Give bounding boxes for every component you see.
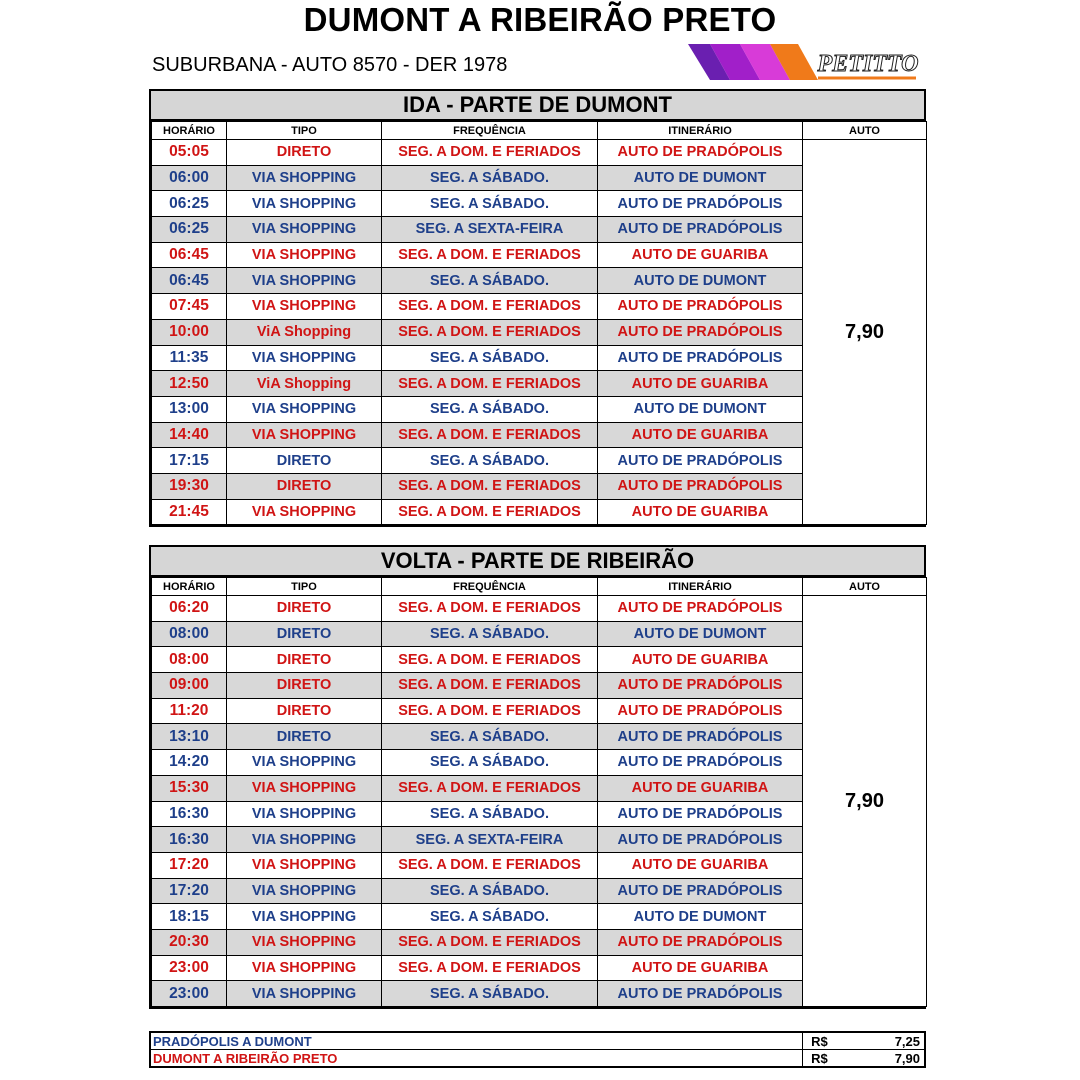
tipo-cell: VIA SHOPPING	[227, 981, 382, 1007]
tipo-cell: DIRETO	[227, 596, 382, 622]
col-frequencia: FREQUÊNCIA	[382, 122, 598, 140]
horario-cell: 12:50	[152, 371, 227, 397]
tipo-cell: ViA Shopping	[227, 371, 382, 397]
itinerario-cell: AUTO DE PRADÓPOLIS	[598, 294, 803, 320]
ida-schedule	[149, 89, 926, 527]
frequencia-cell: SEG. A SÁBADO.	[382, 165, 598, 191]
horario-cell: 07:45	[152, 294, 227, 320]
ida-table	[151, 121, 927, 525]
schedule-row	[152, 596, 927, 622]
itinerario-cell: AUTO DE DUMONT	[598, 904, 803, 930]
frequencia-cell: SEG. A SÁBADO.	[382, 750, 598, 776]
tipo-cell: VIA SHOPPING	[227, 165, 382, 191]
tipo-cell: ViA Shopping	[227, 319, 382, 345]
frequencia-cell: SEG. A SÁBADO.	[382, 801, 598, 827]
frequencia-cell: SEG. A SÁBADO.	[382, 878, 598, 904]
itinerario-cell: AUTO DE DUMONT	[598, 165, 803, 191]
col-itinerario: ITINERÁRIO	[598, 578, 803, 596]
fare-value: 7,90	[863, 1050, 925, 1068]
horario-cell: 06:45	[152, 268, 227, 294]
frequencia-cell: SEG. A SÁBADO.	[382, 191, 598, 217]
horario-cell: 19:30	[152, 473, 227, 499]
frequencia-cell: SEG. A DOM. E FERIADOS	[382, 775, 598, 801]
itinerario-cell: AUTO DE PRADÓPOLIS	[598, 929, 803, 955]
frequencia-cell: SEG. A DOM. E FERIADOS	[382, 673, 598, 699]
col-frequencia: FREQUÊNCIA	[382, 578, 598, 596]
horario-cell: 16:30	[152, 827, 227, 853]
itinerario-cell: AUTO DE PRADÓPOLIS	[598, 981, 803, 1007]
horario-cell: 17:20	[152, 852, 227, 878]
frequencia-cell: SEG. A DOM. E FERIADOS	[382, 647, 598, 673]
fare-currency: R$	[803, 1050, 863, 1068]
tipo-cell: VIA SHOPPING	[227, 499, 382, 525]
itinerario-cell: AUTO DE GUARIBA	[598, 955, 803, 981]
horario-cell: 17:15	[152, 448, 227, 474]
fare-row	[150, 1032, 925, 1050]
horario-cell: 17:20	[152, 878, 227, 904]
tipo-cell: DIRETO	[227, 473, 382, 499]
itinerario-cell: AUTO DE PRADÓPOLIS	[598, 596, 803, 622]
frequencia-cell: SEG. A SEXTA-FEIRA	[382, 217, 598, 243]
itinerario-cell: AUTO DE DUMONT	[598, 396, 803, 422]
itinerario-cell: AUTO DE PRADÓPOLIS	[598, 473, 803, 499]
fare-row	[150, 1050, 925, 1068]
horario-cell: 13:00	[152, 396, 227, 422]
itinerario-cell: AUTO DE GUARIBA	[598, 852, 803, 878]
tipo-cell: VIA SHOPPING	[227, 904, 382, 930]
horario-cell: 15:30	[152, 775, 227, 801]
tipo-cell: VIA SHOPPING	[227, 191, 382, 217]
tipo-cell: DIRETO	[227, 621, 382, 647]
tipo-cell: VIA SHOPPING	[227, 955, 382, 981]
page-title: DUMONT A RIBEIRÃO PRETO	[303, 1, 777, 38]
tipo-cell: VIA SHOPPING	[227, 268, 382, 294]
tipo-cell: VIA SHOPPING	[227, 750, 382, 776]
tipo-cell: VIA SHOPPING	[227, 827, 382, 853]
frequencia-cell: SEG. A DOM. E FERIADOS	[382, 596, 598, 622]
fare-value: 7,25	[894, 1033, 920, 1049]
logo-text: PETITTO	[817, 51, 919, 77]
frequencia-cell: SEG. A SÁBADO.	[382, 448, 598, 474]
col-horario: HORÁRIO	[152, 122, 227, 140]
frequencia-cell: SEG. A DOM. E FERIADOS	[382, 140, 598, 166]
frequencia-cell: SEG. A DOM. E FERIADOS	[382, 242, 598, 268]
frequencia-cell: SEG. A DOM. E FERIADOS	[382, 473, 598, 499]
frequencia-cell: SEG. A SÁBADO.	[382, 345, 598, 371]
horario-cell: 05:05	[152, 140, 227, 166]
col-auto: AUTO	[803, 578, 927, 596]
itinerario-cell: AUTO DE PRADÓPOLIS	[598, 140, 803, 166]
fare-route: PRADÓPOLIS A DUMONT	[153, 1033, 312, 1049]
tipo-cell: VIA SHOPPING	[227, 345, 382, 371]
horario-cell: 08:00	[152, 621, 227, 647]
frequencia-cell: SEG. A DOM. E FERIADOS	[382, 499, 598, 525]
horario-cell: 13:10	[152, 724, 227, 750]
col-horario: HORÁRIO	[152, 578, 227, 596]
tipo-cell: DIRETO	[227, 724, 382, 750]
tipo-cell: VIA SHOPPING	[227, 801, 382, 827]
frequencia-cell: SEG. A SÁBADO.	[382, 724, 598, 750]
horario-cell: 21:45	[152, 499, 227, 525]
horario-cell: 18:15	[152, 904, 227, 930]
horario-cell: 10:00	[152, 319, 227, 345]
horario-cell: 23:00	[152, 955, 227, 981]
col-tipo: TIPO	[227, 578, 382, 596]
petitto-logo	[688, 44, 920, 82]
itinerario-cell: AUTO DE DUMONT	[598, 621, 803, 647]
horario-cell: 08:00	[152, 647, 227, 673]
horario-cell: 14:40	[152, 422, 227, 448]
itinerario-cell: AUTO DE PRADÓPOLIS	[598, 801, 803, 827]
frequencia-cell: SEG. A SÁBADO.	[382, 396, 598, 422]
tipo-cell: DIRETO	[227, 673, 382, 699]
fare-table	[149, 1031, 926, 1068]
itinerario-cell: AUTO DE GUARIBA	[598, 422, 803, 448]
frequencia-cell: SEG. A DOM. E FERIADOS	[382, 422, 598, 448]
tipo-cell: VIA SHOPPING	[227, 775, 382, 801]
itinerario-cell: AUTO DE PRADÓPOLIS	[598, 448, 803, 474]
tipo-cell: VIA SHOPPING	[227, 852, 382, 878]
itinerario-cell: AUTO DE PRADÓPOLIS	[598, 673, 803, 699]
horario-cell: 23:00	[152, 981, 227, 1007]
frequencia-cell: SEG. A DOM. E FERIADOS	[382, 698, 598, 724]
itinerario-cell: AUTO DE PRADÓPOLIS	[598, 750, 803, 776]
itinerario-cell: AUTO DE GUARIBA	[598, 775, 803, 801]
horario-cell: 06:45	[152, 242, 227, 268]
horario-cell: 14:20	[152, 750, 227, 776]
tipo-cell: VIA SHOPPING	[227, 217, 382, 243]
tipo-cell: VIA SHOPPING	[227, 294, 382, 320]
col-auto: AUTO	[803, 122, 927, 140]
volta-title: VOLTA - PARTE DE RIBEIRÃO	[151, 547, 924, 577]
itinerario-cell: AUTO DE DUMONT	[598, 268, 803, 294]
itinerario-cell: AUTO DE PRADÓPOLIS	[598, 319, 803, 345]
tipo-cell: DIRETO	[227, 698, 382, 724]
itinerario-cell: AUTO DE PRADÓPOLIS	[598, 878, 803, 904]
frequencia-cell: SEG. A SEXTA-FEIRA	[382, 827, 598, 853]
frequencia-cell: SEG. A DOM. E FERIADOS	[382, 955, 598, 981]
horario-cell: 20:30	[152, 929, 227, 955]
fare-route: DUMONT A RIBEIRÃO PRETO	[150, 1050, 803, 1068]
horario-cell: 11:35	[152, 345, 227, 371]
ida-title: IDA - PARTE DE DUMONT	[151, 91, 924, 121]
frequencia-cell: SEG. A SÁBADO.	[382, 904, 598, 930]
tipo-cell: DIRETO	[227, 140, 382, 166]
volta-header-row	[152, 578, 927, 596]
tipo-cell: VIA SHOPPING	[227, 242, 382, 268]
itinerario-cell: AUTO DE PRADÓPOLIS	[598, 827, 803, 853]
frequencia-cell: SEG. A DOM. E FERIADOS	[382, 371, 598, 397]
horario-cell: 06:20	[152, 596, 227, 622]
itinerario-cell: AUTO DE GUARIBA	[598, 647, 803, 673]
itinerario-cell: AUTO DE GUARIBA	[598, 242, 803, 268]
frequencia-cell: SEG. A SÁBADO.	[382, 981, 598, 1007]
schedule-row	[152, 140, 927, 166]
horario-cell: 11:20	[152, 698, 227, 724]
frequencia-cell: SEG. A SÁBADO.	[382, 268, 598, 294]
itinerario-cell: AUTO DE PRADÓPOLIS	[598, 724, 803, 750]
col-itinerario: ITINERÁRIO	[598, 122, 803, 140]
tipo-cell: DIRETO	[227, 448, 382, 474]
horario-cell: 06:00	[152, 165, 227, 191]
frequencia-cell: SEG. A DOM. E FERIADOS	[382, 929, 598, 955]
fare-currency: R$	[803, 1032, 863, 1050]
tipo-cell: DIRETO	[227, 647, 382, 673]
horario-cell: 06:25	[152, 191, 227, 217]
volta-table	[151, 577, 927, 1007]
frequencia-cell: SEG. A DOM. E FERIADOS	[382, 294, 598, 320]
tipo-cell: VIA SHOPPING	[227, 878, 382, 904]
col-tipo: TIPO	[227, 122, 382, 140]
horario-cell: 16:30	[152, 801, 227, 827]
fare-cell: 7,90	[803, 140, 927, 525]
itinerario-cell: AUTO DE PRADÓPOLIS	[598, 217, 803, 243]
frequencia-cell: SEG. A SÁBADO.	[382, 621, 598, 647]
line-subtitle: SUBURBANA - AUTO 8570 - DER 1978	[152, 54, 508, 76]
horario-cell: 09:00	[152, 673, 227, 699]
volta-schedule	[149, 545, 926, 1009]
itinerario-cell: AUTO DE GUARIBA	[598, 499, 803, 525]
ida-header-row	[152, 122, 927, 140]
frequencia-cell: SEG. A DOM. E FERIADOS	[382, 852, 598, 878]
tipo-cell: VIA SHOPPING	[227, 929, 382, 955]
fare-cell: 7,90	[803, 596, 927, 1007]
itinerario-cell: AUTO DE PRADÓPOLIS	[598, 698, 803, 724]
itinerario-cell: AUTO DE PRADÓPOLIS	[598, 345, 803, 371]
tipo-cell: VIA SHOPPING	[227, 422, 382, 448]
frequencia-cell: SEG. A DOM. E FERIADOS	[382, 319, 598, 345]
horario-cell: 06:25	[152, 217, 227, 243]
itinerario-cell: AUTO DE GUARIBA	[598, 371, 803, 397]
tipo-cell: VIA SHOPPING	[227, 396, 382, 422]
itinerario-cell: AUTO DE PRADÓPOLIS	[598, 191, 803, 217]
